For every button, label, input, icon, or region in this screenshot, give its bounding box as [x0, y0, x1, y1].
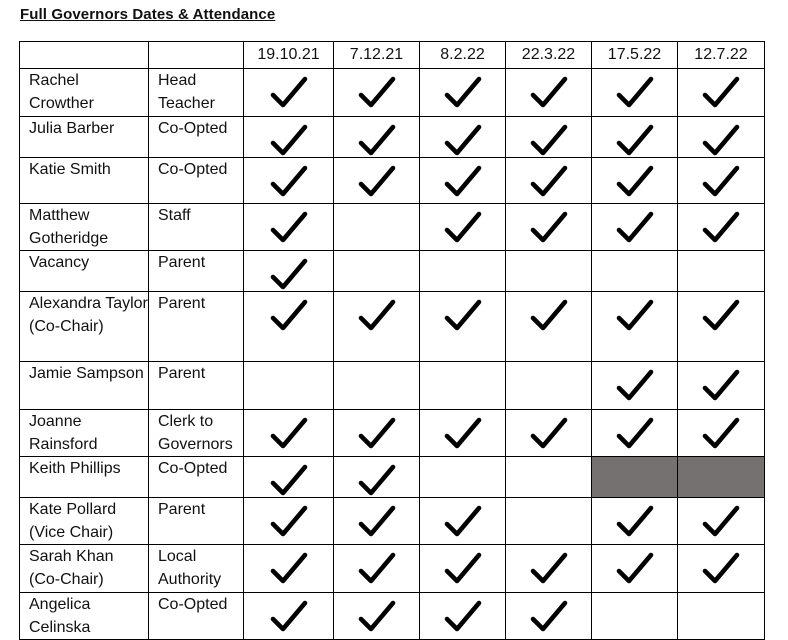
attendance-cell	[592, 498, 678, 545]
attendance-cell	[678, 251, 765, 292]
check-icon	[529, 416, 569, 450]
governor-role: Staff	[149, 204, 244, 251]
check-icon	[615, 504, 655, 538]
attendance-cell	[244, 251, 334, 292]
attendance-cell	[420, 457, 506, 498]
attendance-cell	[244, 593, 334, 640]
governor-name: Vacancy	[20, 251, 149, 292]
attendance-cell	[592, 545, 678, 593]
attendance-cell	[334, 362, 420, 410]
check-icon	[357, 164, 397, 198]
check-icon	[357, 75, 397, 109]
attendance-cell	[244, 117, 334, 158]
attendance-cell	[244, 69, 334, 117]
attendance-cell	[592, 251, 678, 292]
check-icon	[529, 75, 569, 109]
governor-name: Sarah Khan (Co-Chair)	[20, 545, 149, 593]
table-row	[20, 292, 765, 362]
governor-role: Co-Opted	[149, 457, 244, 498]
check-icon	[529, 164, 569, 198]
governor-role: Co-Opted	[149, 158, 244, 204]
check-icon	[357, 599, 397, 633]
attendance-cell	[334, 69, 420, 117]
attendance-cell	[506, 457, 592, 498]
attendance-table	[19, 41, 765, 640]
attendance-cell	[334, 158, 420, 204]
governor-name: Kate Pollard (Vice Chair)	[20, 498, 149, 545]
attendance-cell	[244, 410, 334, 457]
check-icon	[529, 298, 569, 332]
attendance-cell	[244, 158, 334, 204]
check-icon	[443, 123, 483, 157]
attendance-cell	[678, 593, 765, 640]
table-row	[20, 410, 765, 457]
governor-name: Joanne Rainsford	[20, 410, 149, 457]
attendance-cell	[592, 204, 678, 251]
governor-name: Jamie Sampson	[20, 362, 149, 410]
attendance-cell	[506, 158, 592, 204]
not-applicable-cell	[592, 457, 678, 498]
governor-name: Matthew Gotheridge	[20, 204, 149, 251]
check-icon	[615, 416, 655, 450]
date-header: 7.12.21	[334, 42, 420, 69]
governor-role: Local Authority	[149, 545, 244, 593]
not-applicable-cell	[678, 457, 765, 498]
attendance-cell	[420, 545, 506, 593]
attendance-cell	[506, 498, 592, 545]
check-icon	[701, 75, 741, 109]
attendance-cell	[592, 292, 678, 362]
attendance-cell	[420, 69, 506, 117]
table-row	[20, 117, 765, 158]
attendance-cell	[334, 117, 420, 158]
check-icon	[443, 298, 483, 332]
check-icon	[357, 298, 397, 332]
attendance-cell	[334, 545, 420, 593]
attendance-cell	[678, 158, 765, 204]
attendance-cell	[678, 362, 765, 410]
governor-role: Parent	[149, 292, 244, 362]
attendance-cell	[420, 410, 506, 457]
check-icon	[701, 504, 741, 538]
check-icon	[443, 164, 483, 198]
attendance-cell	[244, 292, 334, 362]
header-row	[20, 42, 765, 69]
governor-role: Co-Opted	[149, 593, 244, 640]
check-icon	[615, 551, 655, 585]
check-icon	[529, 123, 569, 157]
check-icon	[269, 123, 309, 157]
table-row	[20, 498, 765, 545]
attendance-cell	[678, 69, 765, 117]
attendance-cell	[420, 362, 506, 410]
attendance-cell	[592, 69, 678, 117]
governor-role: Clerk to Governors	[149, 410, 244, 457]
date-header: 17.5.22	[592, 42, 678, 69]
attendance-cell	[420, 204, 506, 251]
date-header: 12.7.22	[678, 42, 765, 69]
table-row	[20, 204, 765, 251]
attendance-cell	[506, 204, 592, 251]
check-icon	[443, 599, 483, 633]
governor-name: Rachel Crowther	[20, 69, 149, 117]
check-icon	[615, 164, 655, 198]
attendance-cell	[334, 251, 420, 292]
attendance-cell	[506, 69, 592, 117]
attendance-cell	[420, 593, 506, 640]
check-icon	[701, 123, 741, 157]
governor-name: Julia Barber	[20, 117, 149, 158]
check-icon	[357, 504, 397, 538]
header-role-blank	[149, 42, 244, 69]
header-name-blank	[20, 42, 149, 69]
attendance-cell	[592, 410, 678, 457]
check-icon	[443, 504, 483, 538]
governor-role: Parent	[149, 498, 244, 545]
attendance-cell	[244, 498, 334, 545]
check-icon	[269, 599, 309, 633]
governor-name: Angelica Celinska	[20, 593, 149, 640]
check-icon	[529, 210, 569, 244]
governor-role: Head Teacher	[149, 69, 244, 117]
check-icon	[269, 416, 309, 450]
attendance-cell	[506, 410, 592, 457]
check-icon	[269, 463, 309, 497]
attendance-cell	[678, 117, 765, 158]
attendance-cell	[506, 292, 592, 362]
table-row	[20, 362, 765, 410]
check-icon	[529, 551, 569, 585]
date-header: 22.3.22	[506, 42, 592, 69]
check-icon	[615, 75, 655, 109]
attendance-cell	[592, 593, 678, 640]
check-icon	[357, 463, 397, 497]
attendance-cell	[334, 593, 420, 640]
check-icon	[443, 551, 483, 585]
attendance-cell	[506, 251, 592, 292]
table-row	[20, 158, 765, 204]
attendance-cell	[420, 251, 506, 292]
attendance-cell	[506, 362, 592, 410]
attendance-cell	[420, 292, 506, 362]
attendance-cell	[244, 545, 334, 593]
check-icon	[269, 504, 309, 538]
check-icon	[615, 210, 655, 244]
date-header: 19.10.21	[244, 42, 334, 69]
table-row	[20, 69, 765, 117]
attendance-cell	[678, 498, 765, 545]
attendance-cell	[420, 158, 506, 204]
date-header: 8.2.22	[420, 42, 506, 69]
table-row	[20, 251, 765, 292]
check-icon	[701, 416, 741, 450]
check-icon	[701, 551, 741, 585]
table-row	[20, 593, 765, 640]
attendance-cell	[244, 457, 334, 498]
check-icon	[357, 123, 397, 157]
attendance-cell	[334, 410, 420, 457]
attendance-cell	[420, 117, 506, 158]
attendance-cell	[592, 158, 678, 204]
table-row	[20, 457, 765, 498]
attendance-cell	[334, 292, 420, 362]
attendance-cell	[678, 292, 765, 362]
check-icon	[701, 164, 741, 198]
check-icon	[269, 257, 309, 291]
check-icon	[357, 551, 397, 585]
check-icon	[443, 75, 483, 109]
check-icon	[269, 551, 309, 585]
check-icon	[615, 368, 655, 402]
governor-name: Katie Smith	[20, 158, 149, 204]
check-icon	[443, 416, 483, 450]
check-icon	[357, 416, 397, 450]
check-icon	[529, 599, 569, 633]
attendance-cell	[592, 362, 678, 410]
check-icon	[269, 75, 309, 109]
governor-name: Alexandra Taylor (Co-Chair)	[20, 292, 149, 362]
governor-role: Co-Opted	[149, 117, 244, 158]
check-icon	[615, 123, 655, 157]
check-icon	[701, 368, 741, 402]
attendance-cell	[334, 457, 420, 498]
governor-role: Parent	[149, 362, 244, 410]
attendance-cell	[334, 498, 420, 545]
attendance-cell	[678, 410, 765, 457]
attendance-cell	[592, 117, 678, 158]
attendance-cell	[506, 545, 592, 593]
attendance-cell	[420, 498, 506, 545]
attendance-cell	[334, 204, 420, 251]
table-row	[20, 545, 765, 593]
attendance-cell	[678, 545, 765, 593]
attendance-cell	[678, 204, 765, 251]
check-icon	[701, 210, 741, 244]
check-icon	[615, 298, 655, 332]
attendance-cell	[506, 117, 592, 158]
attendance-cell	[506, 593, 592, 640]
check-icon	[269, 298, 309, 332]
check-icon	[269, 210, 309, 244]
attendance-cell	[244, 362, 334, 410]
check-icon	[269, 164, 309, 198]
governor-role: Parent	[149, 251, 244, 292]
page-title: Full Governors Dates & Attendance	[20, 6, 276, 23]
check-icon	[701, 298, 741, 332]
check-icon	[443, 210, 483, 244]
governor-name: Keith Phillips	[20, 457, 149, 498]
attendance-cell	[244, 204, 334, 251]
